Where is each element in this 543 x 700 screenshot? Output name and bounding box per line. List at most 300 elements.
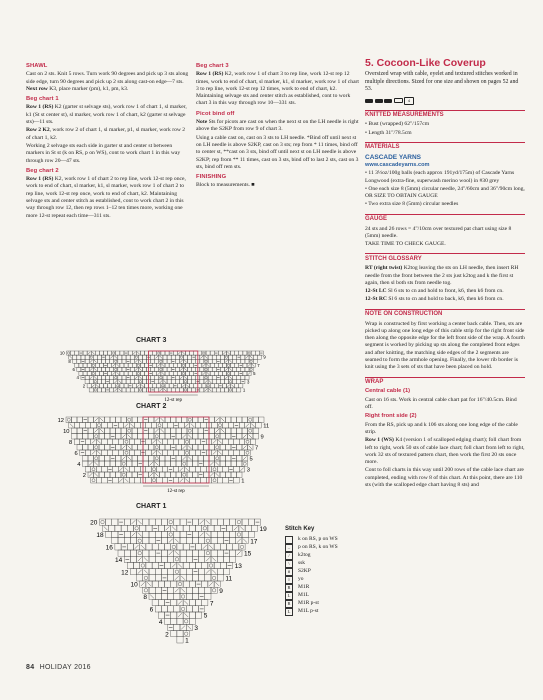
chart-cell <box>184 450 190 456</box>
chart-cell <box>220 388 224 392</box>
chart-cell <box>121 417 127 423</box>
k2tog-mark <box>135 368 137 370</box>
chart-cell <box>162 423 168 429</box>
ssk-mark <box>209 389 211 391</box>
chart-cell <box>155 376 159 380</box>
yo-mark <box>183 473 186 476</box>
chart-cell <box>124 538 130 544</box>
chart-cell <box>94 434 100 440</box>
k2tog-mark <box>183 435 186 438</box>
ssk-mark <box>182 352 184 354</box>
chart-cell <box>217 531 223 537</box>
row-number-left: 10 <box>60 350 65 356</box>
chart-cell <box>152 544 158 550</box>
chart-cell <box>237 461 243 467</box>
yarn-url[interactable]: www.cascadeyarns.com <box>365 162 430 168</box>
chart-cell <box>242 417 248 423</box>
chart3-row1 <box>196 71 359 107</box>
chart-cell <box>95 372 99 376</box>
chart-cell <box>198 372 202 376</box>
chart-cell <box>223 519 229 525</box>
stitch-key-label: ssk <box>298 559 306 566</box>
chart-cell <box>95 351 99 355</box>
chart-cell <box>204 359 208 363</box>
chart-cell <box>241 367 245 371</box>
chart-cell <box>198 351 202 355</box>
k2tog-mark <box>115 389 117 391</box>
k2tog-mark <box>237 539 241 543</box>
chart-cell <box>206 384 210 388</box>
row-number-left: 2 <box>82 473 86 479</box>
chart-cell <box>186 569 192 575</box>
ssk-mark <box>184 613 188 617</box>
chart-cell <box>163 355 167 359</box>
row-number-right: 17 <box>250 538 258 546</box>
chart-cell <box>194 351 198 355</box>
chart-cell <box>85 423 91 429</box>
k2tog-mark <box>92 451 95 454</box>
chart-cell <box>214 525 220 531</box>
chart-cell <box>93 355 97 359</box>
chart-cell <box>88 417 94 423</box>
chart-cell <box>72 428 78 434</box>
finishing-heading: FINISHING <box>196 174 227 181</box>
chart-cell <box>146 467 152 473</box>
chart-cell <box>226 428 232 434</box>
chart-cell <box>212 380 216 384</box>
chart-cell <box>160 461 166 467</box>
yo-mark <box>113 352 115 354</box>
chart-cell <box>105 456 111 462</box>
chart-cell <box>193 456 199 462</box>
chart-cell <box>91 363 95 367</box>
chart-cell <box>227 544 233 550</box>
ssk-mark <box>209 381 211 383</box>
chart-cell <box>243 363 247 367</box>
yo-mark <box>206 539 209 542</box>
k2tog-mark <box>135 360 137 362</box>
chart-cell <box>226 472 232 478</box>
chart-cell <box>132 461 138 467</box>
chart-cell <box>186 351 190 355</box>
chart-cell <box>122 388 126 392</box>
chart-cell <box>126 388 130 392</box>
chart-cell <box>85 450 91 456</box>
chart-cell <box>222 384 226 388</box>
chart-cell <box>189 600 195 606</box>
yo-mark <box>203 352 205 354</box>
chart-cell <box>106 531 112 537</box>
chart-cell <box>171 380 175 384</box>
chart-cell <box>132 434 138 440</box>
chart-cell <box>168 606 174 612</box>
chart-cell <box>157 384 161 388</box>
chart-cell <box>180 538 186 544</box>
ssk-mark <box>181 576 185 580</box>
chart-cell <box>223 439 229 445</box>
chart-cell <box>173 478 179 484</box>
chart-cell <box>174 556 180 562</box>
k2tog-mark <box>95 418 98 421</box>
chart-cell <box>237 445 243 451</box>
chart-cell <box>79 363 83 367</box>
ssk-mark <box>117 364 119 366</box>
chart-cell <box>154 445 160 451</box>
chart-cell <box>99 351 103 355</box>
row-number-right: 15 <box>244 550 252 558</box>
k2tog-mark <box>246 356 248 358</box>
chart-cell <box>85 439 91 445</box>
chart-cell <box>153 384 157 388</box>
chart-cell <box>187 417 193 423</box>
chart-cell <box>182 428 188 434</box>
chart-cell <box>165 472 171 478</box>
chart-cell <box>176 428 182 434</box>
chart-cell <box>105 428 111 434</box>
chart-cell <box>89 380 93 384</box>
chart-cell <box>120 384 124 388</box>
yo-mark <box>185 451 188 454</box>
ssk-mark <box>249 435 252 438</box>
chart-cell <box>236 519 242 525</box>
chart-cell <box>183 562 189 568</box>
chart-cell <box>188 376 192 380</box>
chart1-continue: Working 2 selvage sts each side in garter st and center st between markers in St st (k on RS, p on WS), cont to work chart 1 in this way through row 20—47 sts. <box>26 142 181 164</box>
chart-cell <box>190 478 196 484</box>
chart-cell <box>199 550 205 556</box>
chart-cell <box>165 618 171 624</box>
chart-cell <box>149 351 153 355</box>
yo-mark <box>125 451 128 454</box>
chart-cell <box>237 472 243 478</box>
chart3-row1-text: K2, work row 1 of chart 3 to rep line, work 12-st rep 12 times, work to end of chart, sl marker, k1, sl marker, work row 1 of chart 3 to rep line, work 12-st rep 12 times, work to end of chart, k2. Maintaining selvage sts and center stitch as established, cont to work chart 3 in this way through row 10—331 sts. <box>196 71 359 107</box>
yo-mark <box>216 457 219 460</box>
row-number-right: 7 <box>255 445 259 452</box>
chart-cell <box>175 376 179 380</box>
chart-cell <box>242 461 248 467</box>
row-number-left: 4 <box>76 375 79 381</box>
central-cable-heading: Central cable (1) <box>365 388 411 395</box>
row-number-right: 5 <box>253 371 256 377</box>
chart-cell <box>120 372 124 376</box>
chart3-row1-label: Row 1 (RS) <box>196 71 224 78</box>
chart-cell <box>168 519 174 525</box>
chart-cell <box>186 593 192 599</box>
chart-cell <box>173 467 179 473</box>
row2-text: , work row 2 of chart 1, sl marker, p1, sl marker, work row 2 of chart 1, k2. <box>26 127 186 141</box>
stitch-symbol-icon: – <box>285 544 293 552</box>
skill-bar-icon <box>375 99 383 103</box>
chart-cell <box>118 376 122 380</box>
chart-cell <box>109 525 115 531</box>
chart-cell <box>247 351 251 355</box>
chart-cell <box>198 456 204 462</box>
k2tog-mark <box>205 389 207 391</box>
k2tog-mark <box>203 372 205 374</box>
skill-level-indicator <box>365 97 525 105</box>
chart-cell <box>242 531 248 537</box>
ssk-mark <box>125 479 128 482</box>
chart-cell <box>155 380 159 384</box>
chart-cell <box>220 445 226 451</box>
k2tog-mark <box>152 440 155 443</box>
ssk-mark <box>144 570 148 574</box>
chart-cell <box>143 472 149 478</box>
chart-cell <box>137 550 143 556</box>
chart-2-title: CHART 2 <box>136 403 167 410</box>
chart-cell <box>187 472 193 478</box>
k2tog-mark <box>178 352 180 354</box>
chart-cell <box>145 363 149 367</box>
chart-cell <box>149 556 155 562</box>
chart-cell <box>227 525 233 531</box>
chart-cell <box>173 363 177 367</box>
k2tog-mark <box>203 545 207 549</box>
ssk-mark <box>119 381 121 383</box>
chart-cell <box>138 434 144 440</box>
yo-mark <box>155 457 158 460</box>
yo-mark <box>115 377 117 379</box>
chart-cell <box>177 525 183 531</box>
chart-cell <box>193 417 199 423</box>
ssk-mark <box>141 545 145 549</box>
ssk-mark <box>139 376 141 378</box>
row-number-left: 18 <box>96 532 104 540</box>
skill-bar-icon <box>384 99 392 103</box>
ssk-mark <box>117 372 119 374</box>
chart-cell <box>235 372 239 376</box>
chart-cell <box>153 372 157 376</box>
chart-cell <box>230 538 236 544</box>
chart-cell <box>192 550 198 556</box>
chart-cell <box>195 439 201 445</box>
chart-cell <box>211 587 217 593</box>
shawl-instructions-mid <box>196 60 359 191</box>
chart-cell <box>130 359 134 363</box>
chart-cell <box>226 445 232 451</box>
chart-cell <box>116 384 120 388</box>
chart-cell <box>101 359 105 363</box>
chart-cell <box>168 593 174 599</box>
chart-cell <box>171 618 177 624</box>
chart-cell <box>236 531 242 537</box>
yo-mark <box>160 360 162 362</box>
chart-cell <box>217 467 223 473</box>
row2-label: Row 2 K2 <box>26 127 50 134</box>
chart-cell <box>128 372 132 376</box>
row-number-right: 9 <box>260 434 264 441</box>
chart-cell <box>159 367 163 371</box>
chart-cell <box>223 478 229 484</box>
chart-cell <box>97 380 101 384</box>
chart-cell <box>146 423 152 429</box>
chart-cell <box>83 351 87 355</box>
chart-cell <box>85 359 89 363</box>
chart-cell <box>130 367 134 371</box>
chart-cell <box>162 478 168 484</box>
chart-cell <box>110 359 114 363</box>
chart-cell <box>235 384 239 388</box>
chart-cell <box>149 434 155 440</box>
chart-cell <box>101 376 105 380</box>
chart-cell <box>201 467 207 473</box>
chart-cell <box>192 538 198 544</box>
chart-cell <box>142 380 146 384</box>
stitch-key-label: k2tog <box>298 551 311 558</box>
chart-cell <box>223 556 229 562</box>
chart-cell <box>140 372 144 376</box>
chart-cell <box>175 388 179 392</box>
chart-cell <box>214 372 218 376</box>
chart-cell <box>222 363 226 367</box>
yo-mark <box>209 564 212 567</box>
ssk-mark <box>138 533 142 537</box>
chart-cell <box>186 363 190 367</box>
chart-cell <box>168 439 174 445</box>
chart-cell <box>187 461 193 467</box>
right-front-continue: Cont to foll charts in this way until 200 rows of the cable lace chart are completed, ending with row 8 of this chart. At this point, there are 110 sts (with the scalloped edge chart having 8 sts) and <box>365 467 524 488</box>
chart-cell <box>129 478 135 484</box>
chart-cell <box>196 562 202 568</box>
chart-cell <box>242 519 248 525</box>
gloss-rt-label: RT (right twist) <box>365 265 403 272</box>
yo-mark <box>144 576 147 579</box>
chart-cell <box>239 439 245 445</box>
chart-cell <box>230 550 236 556</box>
yo-mark <box>205 360 207 362</box>
chart-cell <box>169 372 173 376</box>
rf-row1-label: Row 1 (WS) <box>365 437 394 444</box>
chart-cell <box>233 388 237 392</box>
chart-cell <box>233 367 237 371</box>
chart-cell <box>74 423 80 429</box>
chart-cell <box>145 384 149 388</box>
chart-cell <box>174 569 180 575</box>
ssk-mark <box>100 418 103 421</box>
chart-cell <box>186 550 192 556</box>
chart-cell <box>145 372 149 376</box>
chart-cell <box>124 550 130 556</box>
ssk-mark <box>229 360 231 362</box>
chart-cell <box>143 587 149 593</box>
yo-mark <box>138 551 141 554</box>
chart-cell <box>85 367 89 371</box>
stitch-key-label: S2KP <box>298 567 311 574</box>
chart-cell <box>253 355 257 359</box>
right-front-row1 <box>365 437 525 466</box>
chart-cell <box>216 355 220 359</box>
chart-cell <box>189 612 195 618</box>
chart-cell <box>201 423 207 429</box>
ssk-mark <box>186 385 188 387</box>
chart-cell <box>211 531 217 537</box>
chart-cell <box>155 587 161 593</box>
chart-cell <box>130 550 136 556</box>
chart-cell <box>173 351 177 355</box>
chart-cell <box>182 461 188 467</box>
skill-bar-empty-icon <box>394 98 403 103</box>
k2tog-mark <box>135 545 139 549</box>
beg-chart-3-heading: Beg chart 3 <box>196 63 229 69</box>
chart1-row1 <box>26 104 190 126</box>
ssk-mark <box>160 356 162 358</box>
chart-cell <box>108 351 112 355</box>
yo-mark <box>160 368 162 370</box>
chart-cell <box>132 428 138 434</box>
chart-cell <box>217 550 223 556</box>
chart-cell <box>149 550 155 556</box>
chart-cell <box>180 569 186 575</box>
chart-cell <box>190 439 196 445</box>
chart-cell <box>176 434 182 440</box>
chart-cell <box>183 618 189 624</box>
chart-cell <box>107 450 113 456</box>
chart-cell <box>202 562 208 568</box>
k2tog-mark <box>206 557 210 561</box>
chart-cell <box>167 388 171 392</box>
k2tog-mark <box>182 385 184 387</box>
row-number-left: 2 <box>165 631 169 639</box>
chart-cell <box>165 363 169 367</box>
chart-cell <box>112 519 118 525</box>
construction-heading: NOTE ON CONSTRUCTION <box>365 309 525 319</box>
k2tog-mark <box>150 462 153 465</box>
chart-cell <box>73 359 77 363</box>
ssk-mark <box>206 533 210 537</box>
ssk-mark <box>188 457 191 460</box>
k2tog-mark <box>180 368 182 370</box>
chart-cell <box>91 467 97 473</box>
chart-cell <box>171 417 177 423</box>
chart-cell <box>175 380 179 384</box>
chart-cell <box>208 525 214 531</box>
chart-cell <box>180 606 186 612</box>
yo-mark <box>216 446 219 449</box>
measurements-heading: KNITTED MEASUREMENTS <box>365 110 525 120</box>
stitch-key-item <box>285 608 375 616</box>
picot-instructions: Using a cable cast on, cast on 3 sts to LH needle. *Bind off until next st on LH needle is above S2KP, cast on 3 sts; rep from * 11 times, bind off to center st, **cast on 3 sts, bind off until next st on LH needle is above S2KP; rep from ** 11 times, cast on 3 sts, bind off to last 2 sts, cast on 3 sts, bind off rem sts. <box>196 134 359 170</box>
ssk-mark <box>161 429 164 432</box>
stitch-symbol-icon <box>285 536 293 544</box>
k2tog-mark <box>203 364 205 366</box>
ssk-mark <box>97 440 100 443</box>
chart-cell <box>200 376 204 380</box>
chart-cell <box>110 388 114 392</box>
chart-cell <box>177 618 183 624</box>
chart-cell <box>208 359 212 363</box>
chart-cell <box>154 434 160 440</box>
chart-cell <box>108 384 112 388</box>
stitch-key-item <box>285 536 375 544</box>
chart-cell <box>122 380 126 384</box>
row-number-left: 8 <box>68 358 71 364</box>
chart-cell <box>161 593 167 599</box>
ssk-mark <box>94 360 96 362</box>
yo-mark <box>125 440 128 443</box>
chart-cell <box>102 478 108 484</box>
k2tog-mark <box>92 440 95 443</box>
yo-mark <box>250 368 252 370</box>
row-number-right: 1 <box>241 478 245 485</box>
chart-cell <box>161 351 165 355</box>
chart-cell <box>127 461 133 467</box>
yo-mark <box>155 435 158 438</box>
chart-cell <box>143 550 149 556</box>
chart-cell <box>116 351 120 355</box>
stitch-symbol-icon: L <box>285 608 293 616</box>
chart-cell <box>167 376 171 380</box>
chart-cell <box>94 456 100 462</box>
